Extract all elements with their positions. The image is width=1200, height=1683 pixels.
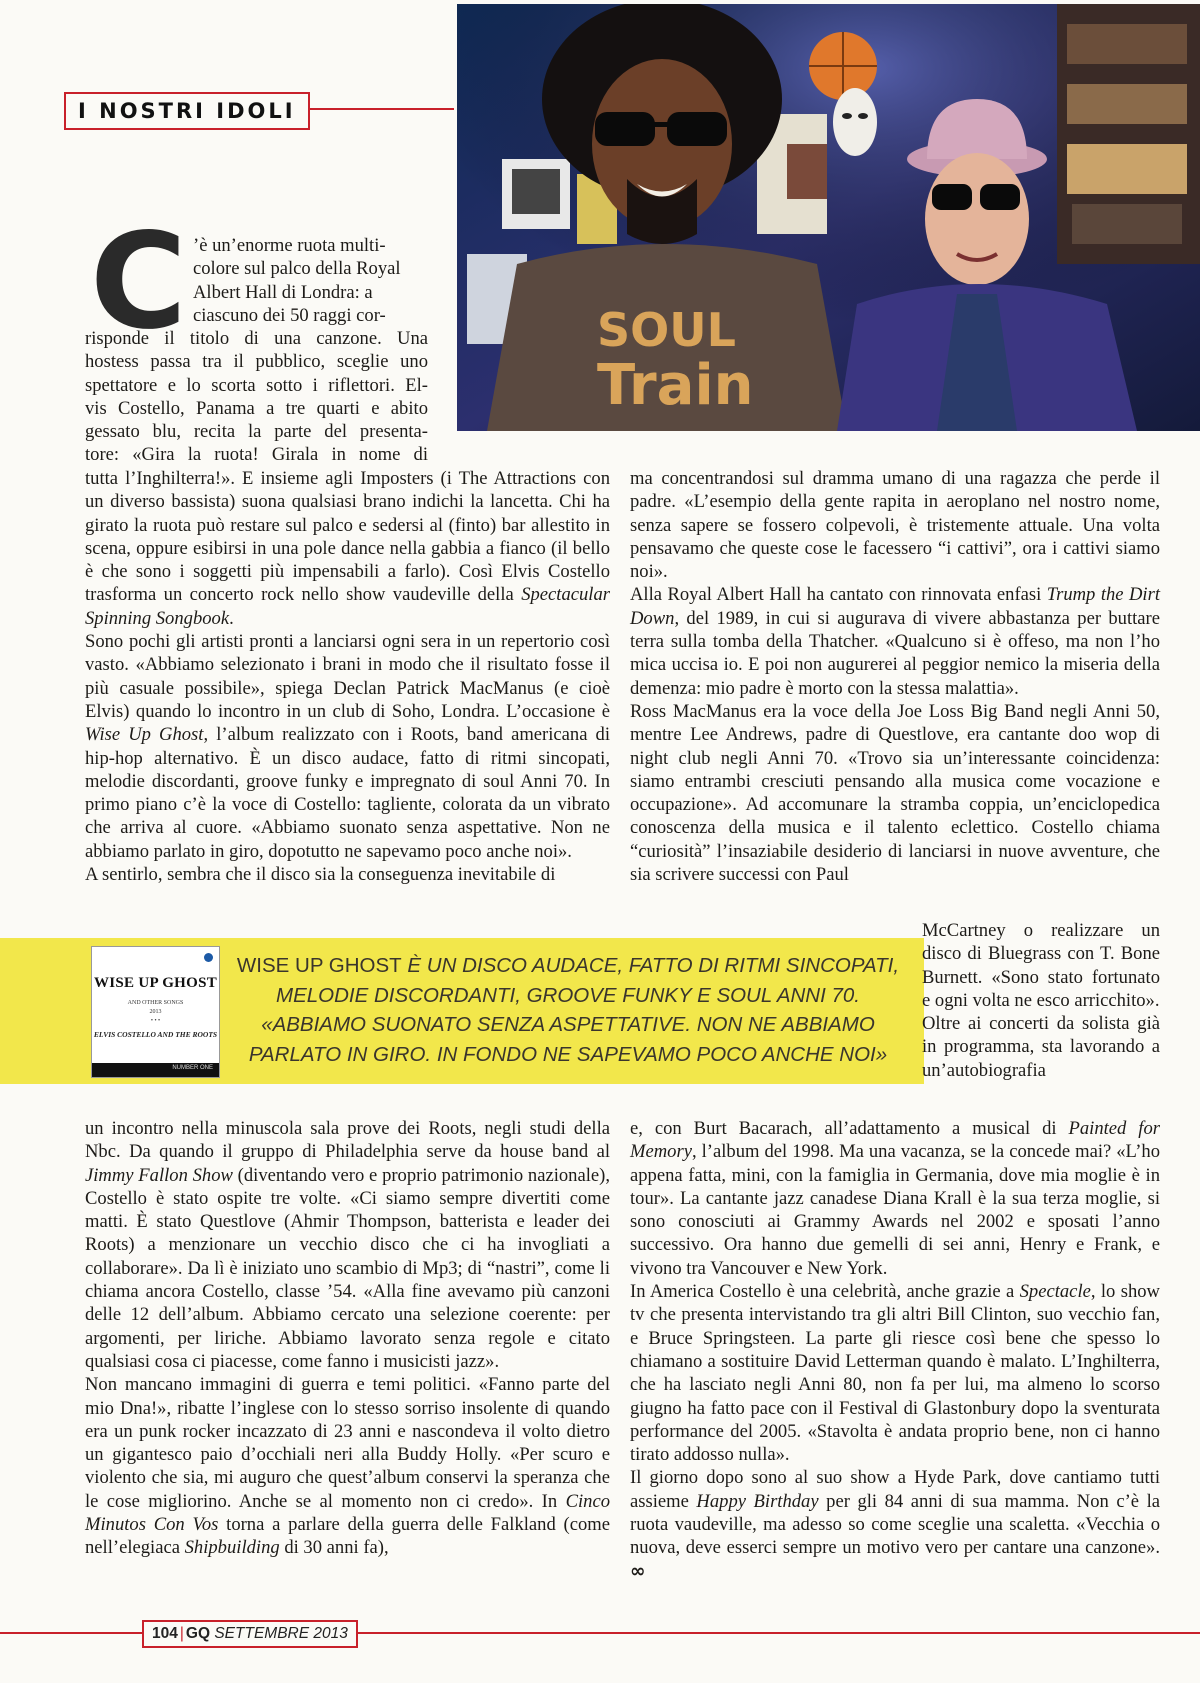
intro-line: ’è un’enorme ruota multi-	[193, 235, 386, 256]
column-1-bottom	[85, 1117, 610, 1560]
shirt-text-1: SOUL	[597, 303, 736, 357]
paragraph: Non mancano immagini di guerra e temi politici. «Fanno parte del mio Dna!», ribatte l’inglese con lo stesso sorriso insolente di quando era un punk rocker incazzato di 23 anni e nascondeva il volto dietro un gigantesco paio d’occhiali neri alla Buddy Holly. «Per scuro e violento che sia, mi auguro che quest’album conservi la speranza che le cose migliorino. Anche se al momento non ci credo». In Cinco Minutos Con Vos torna a parlare della guerra delle Falkland (come nell’elegiaca Shipbuilding di 30 anni fa),	[85, 1374, 610, 1559]
paragraph: Oltre ai concerti da solista già in programma, sta lavorando a un’autobiografia	[922, 1013, 1160, 1081]
album-subtitle: AND OTHER SONGS 2013 • • •	[127, 1000, 184, 1024]
column-1-top	[85, 467, 610, 886]
magazine-name: GQ	[185, 1625, 211, 1642]
album-artists: ELVIS COSTELLO AND THE ROOTS	[93, 1030, 218, 1039]
page-footer: 104 | GQ SETTEMBRE 2013	[142, 1620, 358, 1648]
paragraph: tutta l’Inghilterra!». E insieme agli Imposters (i The Attractions con un diverso bassista) suona qualsiasi brano indichi la lancetta. Chi ha girato la ruota può restare sul palco e sedersi al (finto) bar allestito in scena, oppure esibirsi in una pole dance nella gabbia a fianco (il bello è che sono i soggetti più impensabili a farlo). Così Elvis Costello trasforma un concerto rock nello show vaudeville della Spectacular Spinning Songbook.	[85, 468, 610, 629]
label-logo-icon	[204, 953, 213, 962]
page-number: 104	[152, 1625, 178, 1642]
photo-illustration	[457, 4, 1200, 431]
paragraph: Sono pochi gli artisti pronti a lanciarsi ogni sera in un repertorio così vasto. «Abbiamo selezionato i brani in modo che il risultato fosse il più casuale possibile», spiega Declan Patrick MacManus (e cioè Elvis) quando lo incontro in un club di Soho, Londra. L’occasione è Wise Up Ghost, l’album realizzato con i Roots, band americana di hip-hop alternativo. È un disco audace, fatto di ritmi sincopati, melodie discordanti, groove funky e impregnato di soul Anni 70. In primo piano c’è la voce di Costello: tagliente, colorata da un vibrato che arriva al cuore. «Abbiamo suonato senza aspettative. Non ne abbiamo parlato in giro, dopotutto ne sapevamo poco anche noi».	[85, 631, 611, 862]
album-title: WISE UP GHOST	[93, 975, 218, 991]
column-2-bottom	[630, 1117, 1160, 1583]
paragraph: ma concentrandosi sul dramma umano di una ragazza che perde il padre. «L’esempio della gente rapita in aeroplano nel nostro nome, senza sapere se fossero colpevoli, è tristemente attuale. Una volta pensavamo che queste cose le facessero “i cattivi”, ora i cattivi siamo noi».	[630, 468, 1160, 583]
section-label: I NOSTRI IDOLI	[64, 92, 310, 130]
paragraph: Alla Royal Albert Hall ha cantato con rinnovata enfasi Trump the Dirt Down, del 1989, in cui si augurava di vivere abbastanza per buttare terra sulla tomba della Thatcher. «Qualcuno si è offeso, ma non l’ho mica uccisa io. E poi non augurerei al peggior nemico la miseria della demenza: mio padre è morto con la stessa malattia».	[630, 584, 1160, 699]
paragraph: un incontro nella minuscola sala prove dei Roots, negli studi della Nbc. Da quando il gruppo di Philadelphia serve da house band al Jimmy Fallon Show (diventando vero e proprio patrimonio nazionale), Costello è stato ospite tre volte. «Ci siamo sempre divertiti come matti. È stato Questlove (Ahmir Thompson, batterista e leader dei Roots) a menzionare un vecchio disco che ci ha invogliati a collaborare». Da lì è iniziato uno scambio di Mp3; di “nastri”, come li chiama ancora Costello, classe ’54. «Alla fine avevamo più canzoni delle 12 dell’album. Abbiamo cercato una selezione coerente: per argomenti, per liriche. Abbiamo lavorato senza regole e citato qualsiasi cosa ci piacesse, come fanno i musicisti jazz».	[85, 1118, 610, 1372]
paragraph: In America Costello è una celebrità, anche grazie a Spectacle, lo show tv che presenta intervistando tra gli altri Bill Clinton, suo vecchio fan, e Bruce Springsteen. La parte gli riesce così bene che spesso lo chiamano a sostituire David Letterman quando è malato. L’Inghilterra, che ha lasciato negli Anni 80, non fa per lui, ma almeno lo scorso giugno ha fatto pace con il Festival di Glastonbury dopo la sventurata performance del 2005. «Stavolta è andata proprio bene, non ci hanno tirato addosso nulla».	[630, 1281, 1160, 1466]
paragraph: Ross MacManus era la voce della Joe Loss Big Band negli Anni 50, mentre Lee Andrews, padre di Questlove, era cantante doo wop di night club negli Anni 70. «Trovo sia un’interessante coincidenza: siamo entrambi cresciuti pensando alla musica come vocazione e occupazione». Ad accomunare la stramba coppia, un’enciclopedica conoscenza della musica e il talento eclettico. Costello chiama “curiosità” l’insaziabile desiderio di lanciarsi in nuove avventure, che sia scrivere successi con Paul	[630, 700, 1160, 886]
intro-line: tore: «Gira la ruota! Girala in nome di	[85, 444, 428, 466]
intro-line: gessato blu, recita la parte del presenta-	[85, 421, 428, 443]
end-mark-icon: ∞	[630, 1560, 646, 1582]
album-label-bar: NUMBER ONE	[92, 1063, 219, 1077]
column-2-side	[922, 919, 1160, 1082]
intro-line: vis Costello, Panama a tre quarti e abito	[85, 397, 428, 419]
paragraph: A sentirlo, sembra che il disco sia la conseguenza inevitabile di	[85, 864, 556, 886]
intro-line: spettatore e lo scorta sotto i riflettori. El-	[85, 374, 428, 396]
column-2-top	[630, 467, 1160, 886]
intro-line: risponde il titolo di una canzone. Una	[85, 328, 428, 349]
intro-line: colore sul palco della Royal	[193, 258, 401, 280]
drop-cap: C	[90, 205, 187, 359]
intro-lines-short	[193, 234, 428, 327]
paragraph: McCartney o realizzare un disco di Bluegrass con T. Bone Burnett. «Sono stato fortunato e ogni volta ne esco arricchito».	[922, 920, 1160, 1011]
intro-line: Albert Hall di Londra: a	[193, 281, 373, 303]
pull-quote: WISE UP GHOST È UN DISCO AUDACE, FATTO DI RITMI SINCOPATI, MELODIE DISCORDANTI, GROOVE FUNKY E SOUL ANNI 70. «ABBIAMO SUONATO SENZA ASPETTATIVE. NON NE ABBIAMO PARLATO IN GIRO. IN FONDO NE SAPEVAMO POCO ANCHE NOI»	[236, 954, 900, 1066]
shirt-text-2: Train	[597, 353, 754, 418]
intro-line: ciascuno dei 50 raggi cor-	[193, 304, 386, 326]
intro-lines-wide	[85, 327, 428, 467]
feature-photo	[457, 4, 1200, 431]
issue-date: SETTEMBRE 2013	[214, 1625, 348, 1642]
paragraph: e, con Burt Bacarach, all’adattamento a musical di Painted for Memory, l’album del 1998. Ma una vacanza, se la concede mai? «L’ho appena fatta, mini, con la famiglia in Germania, dove mia moglie è in tour». La cantante jazz canadese Diana Krall è la sua terza moglie, si sono conosciuti ai Grammy Awards nel 2002 e sposati l’anno successivo. Ora hanno due gemelli di sei anni, Henry e Frank, e vivono tra Vancouver e New York.	[630, 1118, 1160, 1279]
intro-line: hostess passa tra il pubblico, sceglie uno	[85, 351, 428, 373]
paragraph: Il giorno dopo sono al suo show a Hyde Park, dove cantiamo tutti assieme Happy Birthday per gli 84 anni di sua mamma. Non c’è la ruota vaudeville, ma adesso so come sceglie una scaletta. «Vecchia o nuova, deve esserci sempre un motivo vero per cantare una canzone». ∞	[630, 1467, 1161, 1582]
album-cover	[91, 946, 220, 1078]
